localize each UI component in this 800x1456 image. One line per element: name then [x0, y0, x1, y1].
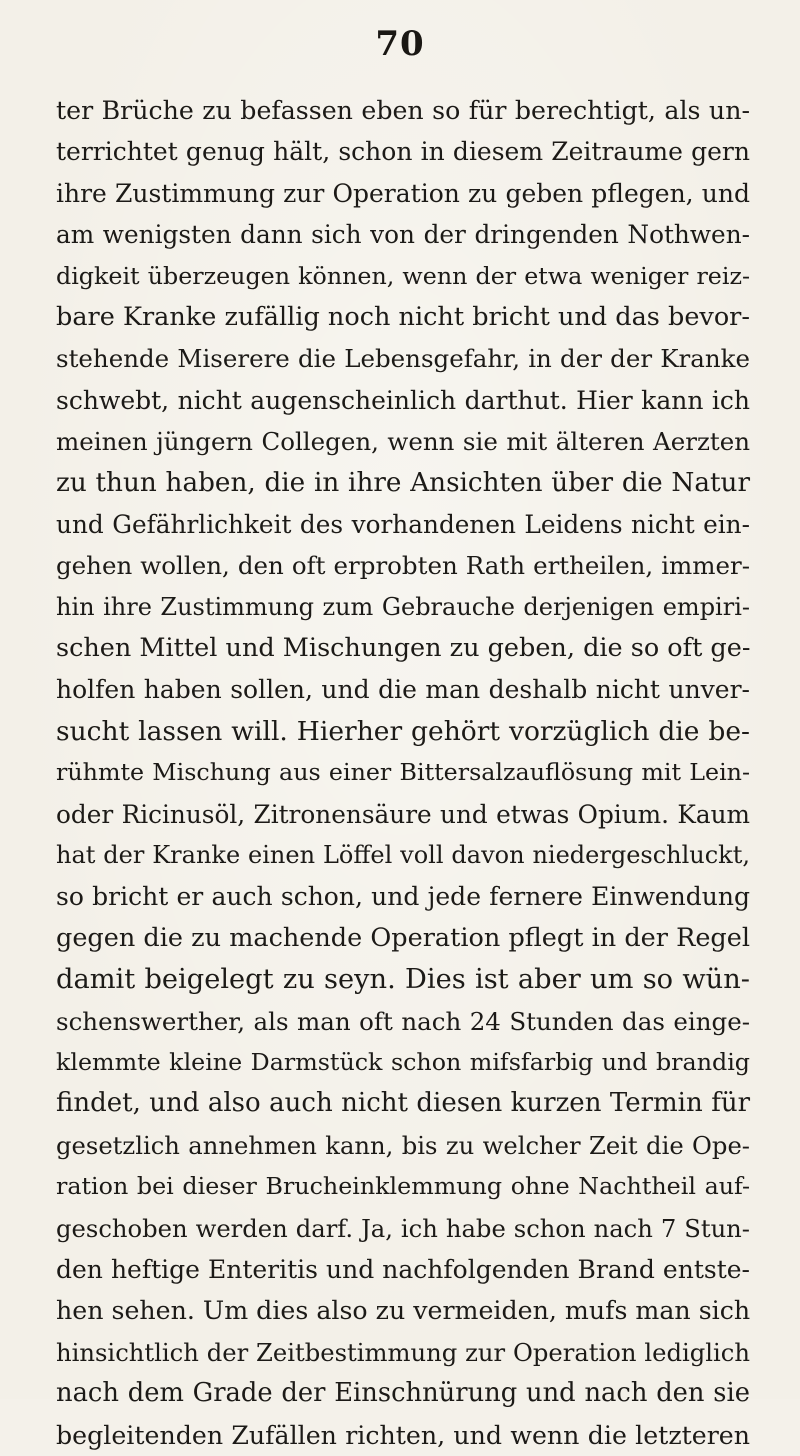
text-line: zu thun haben, die in ihre Ansichten über die Natur — [56, 467, 750, 498]
text-line: hen sehen. Um dies also zu vermeiden, mufs man sich — [56, 1296, 751, 1326]
text-line: schen Mittel und Mischungen zu geben, die so oft ge- — [56, 633, 751, 664]
text-line: den heftige Enteritis und nachfolgenden Brand entste- — [56, 1254, 750, 1284]
text-line: damit beigelegt zu seyn. Dies ist aber um so wün- — [56, 964, 750, 996]
text-line: gehen wollen, den oft erprobten Rath ertheilen, immer- — [56, 551, 750, 581]
text-line: digkeit überzeugen können, wenn der etwa weniger reiz- — [56, 261, 750, 290]
text-line: schenswerther, als man oft nach 24 Stunden das einge- — [56, 1006, 750, 1036]
text-line: am wenigsten dann sich von der dringenden Nothwen- — [56, 220, 750, 250]
text-line: ration bei dieser Brucheinklemmung ohne Nachtheil auf- — [56, 1172, 750, 1201]
text-line: gesetzlich annehmen kann, bis zu welcher Zeit die Ope- — [56, 1130, 750, 1160]
body-text — [56, 90, 750, 1456]
text-line: und Gefährlichkeit des vorhandenen Leidens nicht ein- — [56, 509, 750, 539]
text-line: begleitenden Zufällen richten, und wenn die letzteren — [56, 1420, 750, 1450]
text-line: ter Brüche zu befassen eben so für berechtigt, als un- — [56, 96, 750, 125]
page-number: 70 — [375, 24, 425, 64]
text-line: terrichtet genug hält, schon in diesem Zeitraume gern — [56, 137, 750, 167]
text-line: hat der Kranke einen Löffel voll davon niedergeschluckt, — [56, 841, 750, 870]
text-line: holfen haben sollen, und die man deshalb nicht unver- — [56, 675, 750, 705]
text-line: nach dem Grade der Einschnürung und nach den sie — [56, 1378, 750, 1409]
text-line: findet, und also auch nicht diesen kurzen Termin für — [56, 1088, 750, 1119]
text-line: hin ihre Zustimmung zum Gebrauche derjenigen empiri- — [56, 592, 750, 621]
text-line: klemmte kleine Darmstück schon mifsfarbig und brandig — [56, 1047, 750, 1076]
text-line: so bricht er auch schon, und jede fernere Einwendung — [56, 882, 750, 912]
text-line: oder Ricinusöl, Zitronensäure und etwas Opium. Kaum — [56, 799, 750, 829]
text-line: gegen die zu machende Operation pflegt in der Regel — [56, 922, 750, 953]
text-line: schwebt, nicht augenscheinlich darthut. Hier kann ich — [56, 385, 750, 415]
text-line: geschoben werden darf. Ja, ich habe schon nach 7 Stun- — [56, 1213, 750, 1243]
text-line: stehende Miserere die Lebensgefahr, in der der Kranke — [56, 344, 750, 374]
text-line: hinsichtlich der Zeitbestimmung zur Operation lediglich — [56, 1337, 750, 1367]
text-line: bare Kranke zufällig noch nicht bricht und das bevor- — [56, 301, 750, 332]
text-line: rühmte Mischung aus einer Bittersalzauflösung mit Lein- — [56, 758, 750, 787]
text-line: ihre Zustimmung zur Operation zu geben pflegen, und — [56, 178, 750, 208]
text-line: sucht lassen will. Hierher gehört vorzüglich die be- — [56, 715, 750, 747]
text-line: meinen jüngern Collegen, wenn sie mit älteren Aerzten — [56, 427, 750, 457]
